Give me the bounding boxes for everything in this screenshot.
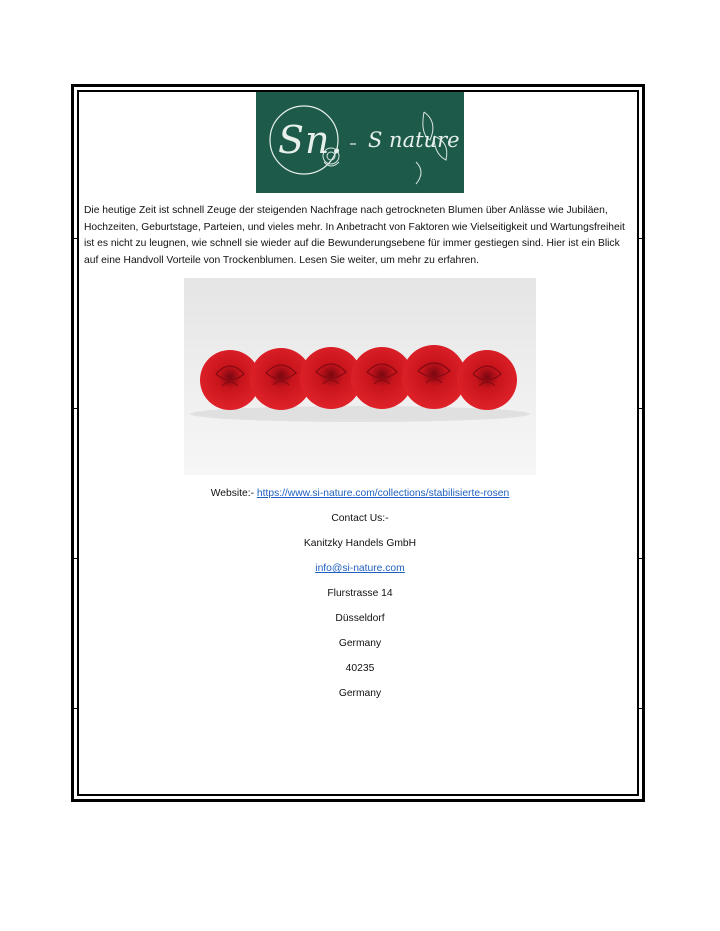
intro-paragraph: Die heutige Zeit ist schnell Zeuge der steigenden Nachfrage nach getrockneten Blumen über Anlässe wie Jubiläen, Hochzeiten, Geburtstage, Parteien, und vieles mehr. In Anbetracht von Faktoren wie Vielseitigkeit und Wartungsfreiheit ist es nicht zu leugnen, wie schnell sie wieder auf die Bewunderungsebene für immer gestiegen sind. Hier ist ein Blick auf eine Handvoll Vorteile von Trockenblumen. Lesen Sie weiter, um mehr zu erfahren.	[84, 205, 625, 266]
city: Düsseldorf	[335, 613, 385, 624]
border-tick	[71, 708, 79, 709]
border-tick	[637, 708, 645, 709]
border-tick	[71, 238, 79, 239]
border-tick	[71, 558, 79, 559]
country: Germany	[338, 638, 382, 649]
company-name: Kanitzky Handels GmbH	[303, 538, 417, 549]
roses-illustration	[184, 278, 536, 475]
website-line	[84, 481, 636, 506]
postcode: 40235	[345, 663, 375, 674]
contact-heading: Contact Us:-	[331, 513, 389, 524]
roses-photo	[184, 278, 536, 475]
border-tick	[637, 238, 645, 239]
border-tick	[637, 408, 645, 409]
email-link[interactable]: info@si-nature.com	[315, 563, 405, 574]
logo-text-left: Sn.	[278, 118, 344, 162]
brand-logo	[256, 92, 464, 193]
email-line	[84, 556, 636, 581]
website-link[interactable]: https://www.si-nature.com/collections/stabilisierte-rosen	[256, 488, 510, 499]
country-repeat: Germany	[338, 688, 382, 699]
page-content	[84, 92, 636, 706]
border-tick	[637, 558, 645, 559]
street-address: Flurstrasse 14	[327, 588, 393, 599]
border-tick	[71, 408, 79, 409]
website-label: Website:-	[210, 488, 257, 499]
logo-text-right: S nature	[368, 128, 460, 152]
